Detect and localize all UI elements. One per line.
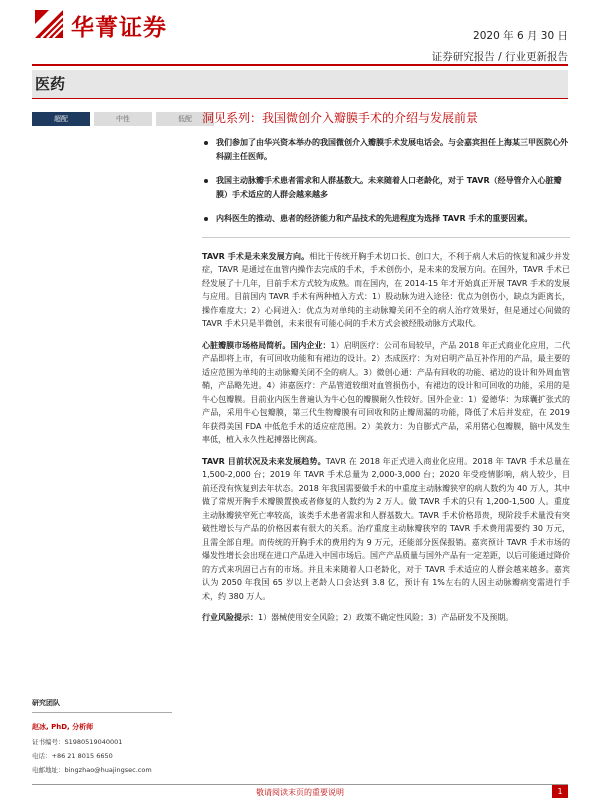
brand-logo-icon: [33, 8, 65, 40]
research-team: [32, 698, 172, 774]
key-point-text: 我国主动脉瓣手术患者需求和人群基数大。未来随着人口老龄化，对于 TAVR（经导管介入心脏瓣膜）手术适应的人群会越来越多: [216, 176, 562, 199]
paragraph-status: [202, 455, 570, 604]
paragraph-risk: [202, 611, 570, 625]
main-content: [202, 109, 570, 633]
analyst-name: 赵冰, PhD, 分析师: [32, 723, 94, 731]
key-point-text: 内科医生的推动、患者的经济能力和产品技术的先进程度为选择 TAVR 手术的重要因素。: [216, 214, 533, 223]
analyst-phone: 电话：+86 21 8015 6650: [32, 752, 113, 760]
report-title: 洞见系列：我国微创介入瓣膜手术的介绍与发展前景: [202, 111, 479, 125]
paragraph-body: 相比于传统开胸手术切口长、创口大，不利于病人术后的恢复和减少并发症，TAVR 是通过在血管内操作去完成的手术，手术创伤小，是未来的发展方向。在国外，TAVR 手术已经发展了十几年，目前手术方式较为成熟。而在国内，在 2014-15 年才开始真正开展 TAVR 手术的发展与应用。目前国内 TAVR 手术有两种植入方式：1）股动脉为进入途径：优点为创伤小，缺点为距离长，操作难度大；2）心间进入：优点为对单纯的主动脉瓣关闭不全的病人治疗效果好，但是通过心间做的 TAVR 手术只是半微创，未来很有可能心间的手术方式会被经股动脉方式取代。: [202, 251, 570, 328]
rating-underweight: 低配: [156, 112, 214, 126]
brand-name: 华菁证券: [71, 15, 167, 41]
paragraph-lead: 心脏瓣膜市场格局简析。国内企业：: [202, 340, 331, 350]
bullet-icon: [204, 217, 208, 221]
key-points: [202, 136, 570, 226]
footer-notice: 敬请阅读末页的重要说明: [256, 788, 344, 797]
analyst-email: 电邮地址：bingzhao@huajingsec.com: [32, 766, 152, 774]
key-point: [202, 174, 570, 201]
paragraph-body: 1）器械使用安全风险；2）政策不确定性风险；3）产品研发不及预期。: [258, 613, 514, 622]
paragraph-market: [202, 339, 570, 447]
report-type: 证券研究报告 / 行业更新报告: [431, 51, 568, 63]
content-divider: [202, 237, 570, 238]
footer-divider: [32, 784, 568, 785]
section-band: [32, 70, 568, 98]
key-point-text: 我们参加了由华兴资本举办的我国微创介入瓣膜手术发展电话会。与会嘉宾担任上海某三甲医院心外科副主任医师。: [216, 138, 568, 161]
key-point: [202, 212, 570, 226]
section-title: 医药: [35, 75, 66, 93]
paragraph-lead: TAVR 手术是未来发展方向。: [202, 251, 310, 261]
paragraph-lead: 行业风险提示：: [202, 613, 258, 622]
brand-logo: [33, 6, 183, 42]
analyst-cert: 证书编号：S1980519040001: [32, 738, 123, 746]
rating-overweight: 超配: [32, 112, 90, 126]
report-date: 2020 年 6 月 30 日: [473, 30, 568, 42]
page-number: 1: [552, 785, 568, 798]
paragraph-lead: TAVR 目前状况及未来发展趋势。: [202, 456, 326, 466]
section-divider: [32, 98, 568, 99]
key-point: [202, 136, 570, 163]
paragraph-body: TAVR 在 2018 年正式进入商业化应用。2018 年 TAVR 手术总量在 1,500-2,000 台；2019 年 TAVR 手术总量为 2,000-3,000 台；2020 年受疫情影响，病人较少，目前还没有恢复到去年状态。2018 年我国需要做手术的中重度主动脉瓣狭窄的病人数约为 40 万人，其中做了常规开胸手术瓣膜置换或者修复的人数约为 2 万人。做 TAVR 手术的只有 1,200-1,500 人。重度主动脉瓣狭窄死亡率较高，该类手术患者需求和人群基数大。TAVR 手术价格昂贵，现阶段手术量没有突破性增长与产品的价格因素有很大的关系。治疗重度主动脉瓣狭窄的 TAVR 手术费用需要约 30 万元，且需全部自理。而传统的开胸手术的费用约为 9 万元，还能部分医保报销。嘉宾预计 TAVR 手术市场的爆发性增长会出现在进口产品进入中国市场后。国产产品质量与国外产品有一定差距，以后可能通过降价的方式来巩固已占有的市场。并且未来随着人口老龄化，对于 TAVR 手术适应的人群会越来越多。嘉宾认为 2050 年我国 65 岁以上老龄人口会达到 3.8 亿，预计有 1%左右的人因主动脉瓣病变需进行手术，约 380 万人。: [202, 456, 570, 601]
paragraph-tavr-future: [202, 250, 570, 331]
team-heading: 研究团队: [32, 698, 172, 713]
paragraph-body: 1）启明医疗：公司布局较早，产品 2018 年正式商业化应用，二代产品即将上市，有可回收功能和有裙边的设计。2）杰成医疗：为对启明产品互补作用的产品，最主要的适应范围为单纯的主动脉瓣关闭不全的病人。3）微创心通：产品有回收的功能、裙边的设计和外周血管鞘，产品略先进。4）沛嘉医疗：产品管道较细对血管损伤小，有裙边的设计和可回收的功能，采用的是牛心包瓣膜。目前业内医生普遍认为牛心包的瓣膜耐久性较好。国外企业：1）爱德华：为球囊扩张式的产品，采用牛心包瓣膜，第三代生物瓣膜有可回收和防止瓣周漏的功能，降低了术后并发症，在 2019 年获得美国 FDA 中低危手术的适应症范围。2）美敦力：为自膨式产品，采用猪心包瓣膜，脑中风发生率低，植入永久性起搏器比例高。: [202, 340, 570, 444]
rating-neutral: 中性: [94, 112, 152, 126]
header-divider: [32, 64, 568, 66]
bullet-icon: [204, 179, 208, 183]
bullet-icon: [204, 141, 208, 145]
